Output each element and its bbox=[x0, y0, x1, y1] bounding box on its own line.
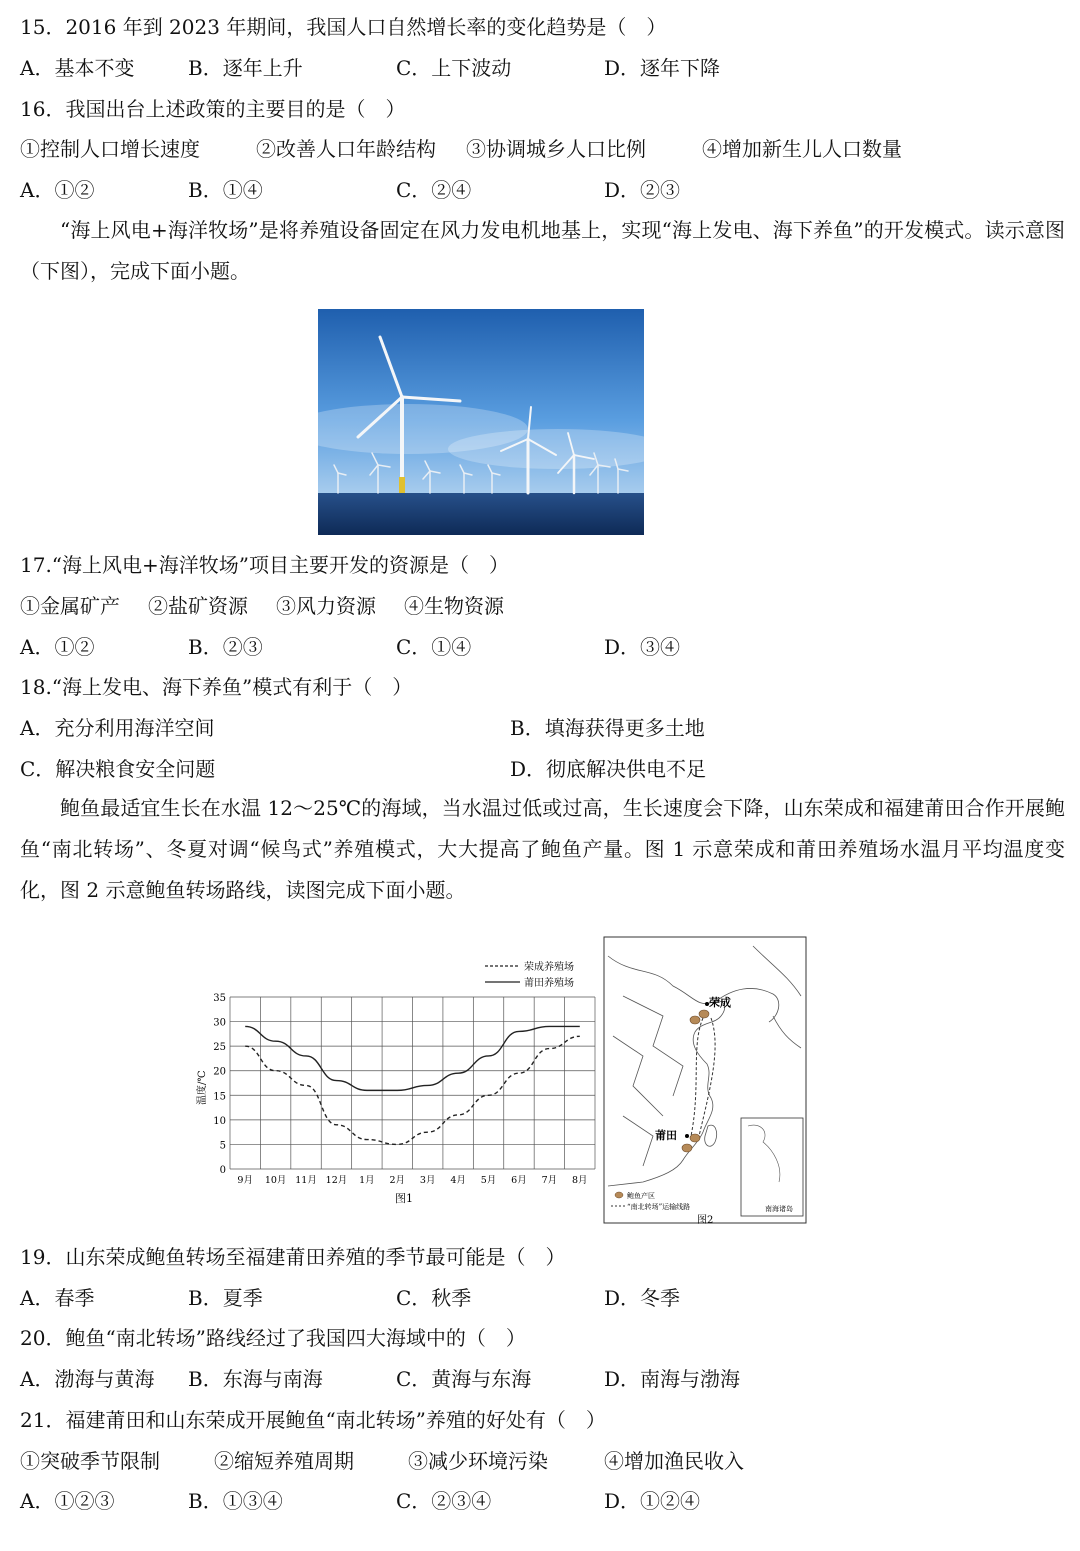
map-caption: 图2 bbox=[697, 1215, 714, 1224]
q16-item-3: ③协调城乡人口比例 bbox=[466, 137, 646, 161]
q16-option-d[interactable]: D．②③ bbox=[604, 178, 681, 202]
q16-item-4: ④增加新生儿人口数量 bbox=[702, 137, 902, 161]
q18-stem: 18.“海上发电、海下养鱼”模式有利于（ ） bbox=[20, 675, 413, 699]
q21-option-b[interactable]: B．①③④ bbox=[188, 1489, 283, 1513]
x-tick-label: 5月 bbox=[480, 1175, 497, 1186]
q20-option-b[interactable]: B．东海与南海 bbox=[188, 1367, 323, 1391]
chart-caption: 图1 bbox=[395, 1192, 413, 1205]
q15-option-b[interactable]: B．逐年上升 bbox=[188, 56, 303, 80]
legend-putian: 莆田养殖场 bbox=[524, 978, 574, 989]
q17-item-2: ②盐矿资源 bbox=[148, 594, 248, 618]
legend-rongcheng: 荣成养殖场 bbox=[524, 962, 574, 973]
q15-option-a[interactable]: A．基本不变 bbox=[20, 56, 135, 80]
q18-option-a[interactable]: A．充分利用海洋空间 bbox=[20, 716, 215, 740]
q16-stem: 16．我国出台上述政策的主要目的是（ ） bbox=[20, 97, 406, 121]
legend-area: 鲍鱼产区 bbox=[627, 1192, 655, 1200]
q16-option-b[interactable]: B．①④ bbox=[188, 178, 263, 202]
offshore-wind-turbines-photo bbox=[318, 309, 644, 535]
q17-option-c[interactable]: C．①④ bbox=[396, 635, 472, 659]
legend-route: “南北转场”运输线路 bbox=[627, 1203, 691, 1211]
q19-option-c[interactable]: C．秋季 bbox=[396, 1286, 472, 1310]
q15-option-d[interactable]: D．逐年下降 bbox=[604, 56, 721, 80]
inset-label: 南海诸岛 bbox=[765, 1205, 793, 1213]
q16-option-c[interactable]: C．②④ bbox=[396, 178, 472, 202]
q18-option-c[interactable]: C．解决粮食安全问题 bbox=[20, 757, 216, 781]
abalone-route-map bbox=[603, 936, 807, 1224]
x-tick-label: 6月 bbox=[511, 1175, 527, 1186]
q21-option-c[interactable]: C．②③④ bbox=[396, 1489, 492, 1513]
y-tick-label: 15 bbox=[213, 1091, 226, 1103]
q16-item-1: ①控制人口增长速度 bbox=[20, 137, 200, 161]
q20-option-d[interactable]: D．南海与渤海 bbox=[604, 1367, 741, 1391]
q17-stem: 17.“海上风电+海洋牧场”项目主要开发的资源是（ ） bbox=[20, 553, 510, 577]
q21-option-d[interactable]: D．①②④ bbox=[604, 1489, 701, 1513]
q15-option-c[interactable]: C．上下波动 bbox=[396, 56, 512, 80]
x-tick-label: 8月 bbox=[572, 1175, 588, 1186]
x-tick-label: 7月 bbox=[541, 1175, 558, 1186]
y-tick-label: 0 bbox=[219, 1165, 226, 1176]
q17-option-d[interactable]: D．③④ bbox=[604, 635, 681, 659]
passage-abalone: 鲍鱼最适宜生长在水温 12～25℃的海域，当水温过低或过高，生长速度会下降，山东荣成和福建莆田合作开展鲍鱼“南北转场”、冬夏对调“候鸟式”养殖模式，大大提高了鲍鱼产量。图 1 示意荣成和莆田养殖场水温月平均温度变化，图 2 示意鲍鱼转场路线，读图完成下面小题。 bbox=[20, 796, 1065, 902]
chart-x-ticks bbox=[237, 1175, 587, 1186]
y-tick-label: 5 bbox=[219, 1140, 226, 1152]
x-tick-label: 1月 bbox=[359, 1175, 375, 1186]
q21-option-a[interactable]: A．①②③ bbox=[20, 1489, 115, 1513]
q15-stem: 15．2016 年到 2023 年期间，我国人口自然增长率的变化趋势是（ ） bbox=[20, 15, 667, 39]
q18-option-d[interactable]: D．彻底解决供电不足 bbox=[510, 757, 707, 781]
q17-option-b[interactable]: B．②③ bbox=[188, 635, 263, 659]
q17-item-3: ③风力资源 bbox=[276, 594, 376, 618]
q21-item-4: ④增加渔民收入 bbox=[604, 1449, 744, 1473]
x-tick-label: 9月 bbox=[237, 1175, 253, 1186]
q19-option-b[interactable]: B．夏季 bbox=[188, 1286, 263, 1310]
map-label-putian: 莆田 bbox=[655, 1129, 677, 1142]
q19-stem: 19．山东荣成鲍鱼转场至福建莆田养殖的季节最可能是（ ） bbox=[20, 1245, 566, 1269]
x-tick-label: 4月 bbox=[450, 1175, 466, 1186]
y-tick-label: 10 bbox=[213, 1115, 226, 1127]
q21-item-2: ②缩短养殖周期 bbox=[214, 1449, 354, 1473]
x-tick-label: 10月 bbox=[264, 1175, 287, 1186]
q17-option-a[interactable]: A．①② bbox=[20, 635, 95, 659]
q18-option-b[interactable]: B．填海获得更多土地 bbox=[510, 716, 705, 740]
q17-item-4: ④生物资源 bbox=[404, 594, 504, 618]
x-tick-label: 3月 bbox=[419, 1175, 436, 1186]
chart-legend bbox=[485, 960, 574, 989]
x-tick-label: 2月 bbox=[389, 1175, 406, 1186]
chart-grid bbox=[230, 997, 595, 1169]
q21-item-1: ①突破季节限制 bbox=[20, 1449, 160, 1473]
inset-map bbox=[741, 1118, 803, 1216]
q20-stem: 20．鲍鱼“南北转场”路线经过了我国四大海域中的（ ） bbox=[20, 1326, 526, 1350]
y-tick-label: 35 bbox=[213, 993, 226, 1004]
x-tick-label: 12月 bbox=[325, 1175, 348, 1186]
q21-stem: 21．福建莆田和山东荣成开展鲍鱼“南北转场”养殖的好处有（ ） bbox=[20, 1408, 606, 1432]
map-label-rongcheng: 荣成 bbox=[709, 996, 731, 1009]
q20-option-a[interactable]: A．渤海与黄海 bbox=[20, 1367, 155, 1391]
q21-item-3: ③减少环境污染 bbox=[408, 1449, 548, 1473]
y-tick-label: 20 bbox=[213, 1066, 226, 1078]
q17-item-1: ①金属矿产 bbox=[20, 594, 120, 618]
x-tick-label: 11月 bbox=[295, 1175, 317, 1186]
passage-wind-farm: “海上风电+海洋牧场”是将养殖设备固定在风力发电机地基上，实现“海上发电、海下养鱼”的开发模式。读示意图（下图），完成下面小题。 bbox=[20, 218, 1065, 283]
q20-option-c[interactable]: C．黄海与东海 bbox=[396, 1367, 532, 1391]
q16-option-a[interactable]: A．①② bbox=[20, 178, 95, 202]
chart-y-label: 温度/℃ bbox=[197, 1070, 208, 1105]
q16-item-2: ②改善人口年龄结构 bbox=[256, 137, 436, 161]
q19-option-a[interactable]: A．春季 bbox=[20, 1286, 95, 1310]
chart-y-ticks bbox=[213, 993, 226, 1176]
y-tick-label: 30 bbox=[213, 1017, 226, 1029]
y-tick-label: 25 bbox=[213, 1042, 226, 1054]
water-temperature-chart bbox=[190, 950, 600, 1215]
q19-option-d[interactable]: D．冬季 bbox=[604, 1286, 681, 1310]
